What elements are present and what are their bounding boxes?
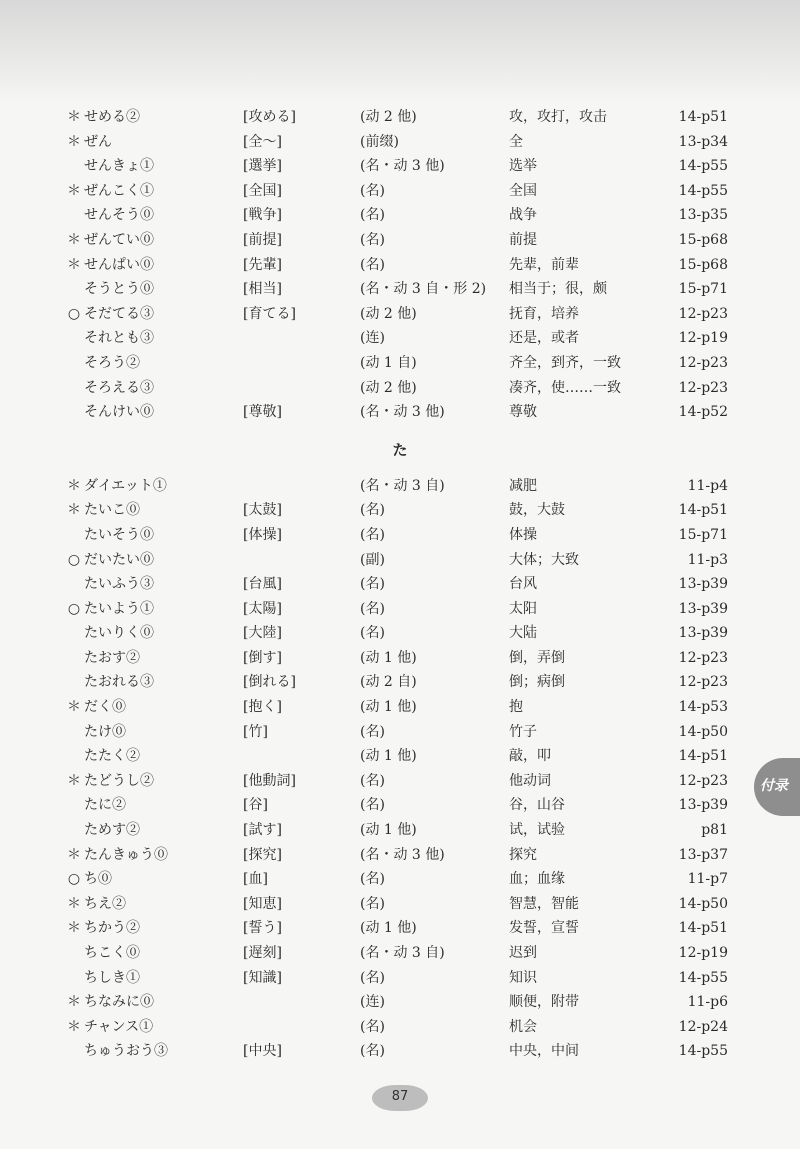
entry-lesson-ref: 13-p39 (678, 797, 728, 814)
entry-mark: ○ (67, 551, 81, 568)
vocab-entry-row (0, 474, 800, 499)
entry-reading: そうとう⓪ (84, 281, 154, 298)
top-shading (0, 0, 800, 105)
entry-reading: ちしき① (84, 969, 140, 986)
entry-kanji: [相当] (243, 281, 282, 298)
entry-kanji: [前提] (243, 231, 282, 248)
page-number-badge (372, 1085, 428, 1111)
entry-part-of-speech: (动 1 自) (360, 354, 417, 371)
entry-kanji: [尊敬] (243, 404, 282, 421)
entry-reading: ためす② (84, 822, 140, 839)
vocab-entry-row (0, 105, 800, 130)
entry-part-of-speech: (名) (360, 797, 385, 814)
entry-meaning: 竹子 (509, 723, 537, 740)
entry-lesson-ref: 12-p23 (678, 772, 728, 789)
entry-part-of-speech: (动 1 他) (360, 649, 417, 666)
entry-reading: せんぱい⓪ (84, 256, 154, 273)
entry-lesson-ref: 14-p51 (678, 748, 728, 765)
entry-part-of-speech: (动 1 他) (360, 748, 417, 765)
entry-reading: ぜんこく① (84, 182, 154, 199)
entry-meaning: 减肥 (509, 477, 537, 494)
entry-part-of-speech: (动 2 自) (360, 674, 417, 691)
entry-meaning: 尊敬 (509, 404, 537, 421)
entry-kanji: [知識] (243, 969, 282, 986)
entry-reading: ちえ② (84, 895, 126, 912)
entry-reading: そろう② (84, 354, 140, 371)
entry-lesson-ref: 13-p39 (678, 625, 728, 642)
entry-kanji: [台風] (243, 576, 282, 593)
entry-part-of-speech: (动 2 他) (360, 379, 417, 396)
entry-reading: だく⓪ (84, 699, 126, 716)
entry-kanji: [探究] (243, 846, 282, 863)
entry-meaning: 敲，叩 (509, 748, 551, 765)
entry-meaning: 凑齐，使……一致 (509, 379, 621, 396)
entry-meaning: 全国 (509, 182, 537, 199)
entry-meaning: 战争 (509, 207, 537, 224)
entry-mark: ＊ (67, 182, 81, 199)
vocab-entry-row (0, 793, 800, 818)
entry-lesson-ref: 13-p37 (678, 846, 728, 863)
entry-lesson-ref: 13-p39 (678, 576, 728, 593)
entry-part-of-speech: (名・动 3 他) (360, 404, 445, 421)
entry-reading: ぜん (84, 133, 112, 150)
vocab-entry-row (0, 572, 800, 597)
vocab-entry-row (0, 498, 800, 523)
vocab-entry-row (0, 867, 800, 892)
entry-lesson-ref: 14-p50 (678, 895, 728, 912)
vocab-entry-row (0, 253, 800, 278)
vocab-entry-row (0, 916, 800, 941)
entry-reading: ちゅうおう③ (84, 1043, 168, 1060)
entry-kanji: [全～] (243, 133, 282, 150)
entry-part-of-speech: (名・动 3 自) (360, 477, 445, 494)
entry-lesson-ref: 15-p71 (678, 281, 728, 298)
entry-meaning: 大体；大致 (509, 551, 579, 568)
entries-group-se-so (0, 105, 800, 425)
entry-part-of-speech: (名・动 3 自・形 2) (360, 281, 487, 298)
vocab-entry-row (0, 670, 800, 695)
vocab-entry-row (0, 646, 800, 671)
entry-reading: ダイエット① (84, 477, 167, 494)
entry-reading: そろえる③ (84, 379, 154, 396)
entry-reading: それとも③ (84, 330, 154, 347)
vocab-entry-row (0, 892, 800, 917)
entry-mark: ＊ (67, 477, 81, 494)
entry-part-of-speech: (名) (360, 772, 385, 789)
entry-part-of-speech: (动 1 他) (360, 920, 417, 937)
entry-kanji: [血] (243, 871, 268, 888)
entry-lesson-ref: 12-p24 (678, 1018, 728, 1035)
entry-lesson-ref: 12-p19 (678, 945, 728, 961)
entry-kanji: [体操] (243, 526, 282, 543)
entry-lesson-ref: 13-p34 (678, 133, 728, 150)
vocab-entry-row (0, 843, 800, 868)
vocab-entry-row (0, 818, 800, 843)
entry-meaning: 体操 (509, 526, 537, 543)
entry-lesson-ref: 14-p55 (678, 1043, 728, 1060)
entry-kanji: [遅刻] (243, 945, 282, 961)
entry-lesson-ref: p81 (701, 822, 728, 839)
vocab-entry-row (0, 154, 800, 179)
entry-part-of-speech: (名) (360, 182, 385, 199)
entry-part-of-speech: (连) (360, 994, 385, 1011)
vocab-entry-row (0, 203, 800, 228)
entry-kanji: [選挙] (243, 158, 282, 175)
vocab-entry-row (0, 941, 800, 966)
entry-kanji: [倒れる] (243, 674, 296, 691)
entry-meaning: 探究 (509, 846, 537, 863)
entry-meaning: 先辈，前辈 (509, 256, 579, 273)
entry-meaning: 大陆 (509, 625, 537, 642)
entry-lesson-ref: 14-p50 (678, 723, 728, 740)
entry-lesson-ref: 14-p55 (678, 158, 728, 175)
entry-kanji: [太陽] (243, 600, 282, 617)
entry-mark: ＊ (67, 231, 81, 248)
entry-part-of-speech: (名・动 3 他) (360, 158, 445, 175)
entry-reading: せんそう⓪ (84, 207, 154, 224)
entry-kanji: [竹] (243, 723, 268, 740)
entry-part-of-speech: (动 2 他) (360, 305, 417, 322)
entry-reading: たいよう① (84, 600, 154, 617)
entry-reading: そんけい⓪ (84, 404, 154, 421)
entry-part-of-speech: (名) (360, 526, 385, 543)
vocab-entry-row (0, 744, 800, 769)
entry-lesson-ref: 12-p23 (678, 674, 728, 691)
entry-reading: たいそう⓪ (84, 526, 154, 543)
entry-lesson-ref: 14-p53 (678, 699, 728, 716)
entry-part-of-speech: (名) (360, 207, 385, 224)
entry-mark: ○ (67, 305, 81, 322)
entry-kanji: [先輩] (243, 256, 282, 273)
entry-part-of-speech: (动 1 他) (360, 699, 417, 716)
page-number: 87 (391, 1089, 409, 1104)
entry-part-of-speech: (名) (360, 871, 385, 888)
entry-lesson-ref: 12-p19 (678, 330, 728, 347)
entry-lesson-ref: 14-p55 (678, 969, 728, 986)
entry-part-of-speech: (前缀) (360, 133, 399, 150)
entry-lesson-ref: 14-p52 (678, 404, 728, 421)
entry-kanji: [倒す] (243, 649, 282, 666)
vocab-entry-row (0, 990, 800, 1015)
entry-reading: そだてる③ (84, 305, 154, 322)
entry-part-of-speech: (连) (360, 330, 385, 347)
entry-reading: たいりく⓪ (84, 625, 154, 642)
vocabulary-list (0, 105, 800, 1064)
entry-kanji: [知恵] (243, 895, 282, 912)
entry-mark: ＊ (67, 256, 81, 273)
entry-mark: ＊ (67, 133, 81, 150)
entry-meaning: 抚育，培养 (509, 305, 579, 322)
entry-reading: ちこく⓪ (84, 945, 140, 961)
entry-lesson-ref: 11-p7 (687, 871, 728, 888)
entry-lesson-ref: 12-p23 (678, 649, 728, 666)
entry-part-of-speech: (名) (360, 723, 385, 740)
vocab-entry-row (0, 1039, 800, 1064)
entry-part-of-speech: (名) (360, 576, 385, 593)
entry-kanji: [中央] (243, 1043, 282, 1060)
vocab-entry-row (0, 621, 800, 646)
entry-reading: たけ⓪ (84, 723, 126, 740)
entry-part-of-speech: (名・动 3 自) (360, 945, 445, 961)
vocab-entry-row (0, 597, 800, 622)
vocab-entry-row (0, 1015, 800, 1040)
entry-mark: ＊ (67, 699, 81, 716)
entry-lesson-ref: 14-p51 (678, 920, 728, 937)
entry-reading: たたく② (84, 748, 140, 765)
entry-meaning: 他动词 (509, 772, 551, 789)
entry-reading: たおれる③ (84, 674, 154, 691)
entry-meaning: 抱 (509, 699, 523, 716)
entry-kanji: [攻める] (243, 109, 296, 125)
entry-part-of-speech: (名) (360, 895, 385, 912)
vocab-entry-row (0, 326, 800, 351)
entry-lesson-ref: 13-p35 (678, 207, 728, 224)
entry-meaning: 发誓，宣誓 (509, 920, 579, 937)
side-tab-label: 付录 (760, 778, 788, 794)
entry-part-of-speech: (名) (360, 1018, 385, 1035)
entry-reading: だいたい⓪ (84, 551, 154, 568)
entry-reading: ち⓪ (84, 871, 112, 888)
entry-meaning: 前提 (509, 231, 537, 248)
vocab-entry-row (0, 302, 800, 327)
entry-reading: たんきゅう⓪ (84, 846, 168, 863)
entry-mark: ＊ (67, 109, 81, 125)
entry-mark: ○ (67, 600, 81, 617)
vocab-entry-row (0, 523, 800, 548)
entry-kanji: [谷] (243, 797, 268, 814)
entry-lesson-ref: 11-p6 (687, 994, 728, 1011)
entry-meaning: 倒；病倒 (509, 674, 565, 691)
entry-reading: たいこ⓪ (84, 502, 140, 519)
entry-lesson-ref: 14-p51 (678, 109, 728, 125)
section-heading-label: た (392, 440, 408, 459)
entry-lesson-ref: 14-p51 (678, 502, 728, 519)
entry-mark: ＊ (67, 502, 81, 519)
entry-part-of-speech: (名) (360, 625, 385, 642)
entry-lesson-ref: 11-p4 (687, 477, 728, 494)
entry-part-of-speech: (名) (360, 1043, 385, 1060)
entries-group-ta-chi (0, 474, 800, 1064)
vocab-entry-row (0, 376, 800, 401)
entry-reading: たに② (84, 797, 126, 814)
entry-lesson-ref: 13-p39 (678, 600, 728, 617)
entry-meaning: 智慧，智能 (509, 895, 579, 912)
entry-kanji: [他動詞] (243, 772, 296, 789)
vocab-entry-row (0, 966, 800, 991)
entry-meaning: 齐全，到齐，一致 (509, 354, 621, 371)
entry-mark: ＊ (67, 920, 81, 937)
entry-lesson-ref: 12-p23 (678, 305, 728, 322)
entry-meaning: 台风 (509, 576, 537, 593)
entry-meaning: 全 (509, 133, 523, 150)
entry-reading: せんきょ① (84, 158, 154, 175)
entry-mark: ○ (67, 871, 81, 888)
entry-meaning: 迟到 (509, 945, 537, 961)
entry-lesson-ref: 15-p68 (678, 231, 728, 248)
entry-kanji: [太鼓] (243, 502, 282, 519)
entry-meaning: 血；血缘 (509, 871, 565, 888)
entry-reading: ちかう② (84, 920, 140, 937)
entry-kanji: [全国] (243, 182, 282, 199)
entry-part-of-speech: (名) (360, 969, 385, 986)
vocab-entry-row (0, 548, 800, 573)
entry-reading: たどうし② (84, 772, 154, 789)
vocab-entry-row (0, 695, 800, 720)
entry-kanji: [育てる] (243, 305, 296, 322)
entry-reading: チャンス① (84, 1018, 154, 1035)
entry-reading: たおす② (84, 649, 140, 666)
entry-meaning: 知识 (509, 969, 537, 986)
entry-part-of-speech: (动 2 他) (360, 109, 417, 125)
entry-part-of-speech: (名) (360, 600, 385, 617)
entry-lesson-ref: 12-p23 (678, 354, 728, 371)
vocab-entry-row (0, 179, 800, 204)
entry-mark: ＊ (67, 994, 81, 1011)
entry-kanji: [試す] (243, 822, 282, 839)
vocab-entry-row (0, 400, 800, 425)
entry-reading: ちなみに⓪ (84, 994, 154, 1011)
entry-meaning: 试，试验 (509, 822, 565, 839)
entry-lesson-ref: 15-p71 (678, 526, 728, 543)
entry-part-of-speech: (名・动 3 他) (360, 846, 445, 863)
vocab-entry-row (0, 130, 800, 155)
entry-part-of-speech: (动 1 他) (360, 822, 417, 839)
entry-part-of-speech: (名) (360, 502, 385, 519)
entry-meaning: 相当于；很，颇 (509, 281, 607, 298)
entry-meaning: 倒，弄倒 (509, 649, 565, 666)
entry-part-of-speech: (副) (360, 551, 385, 568)
vocab-entry-row (0, 720, 800, 745)
entry-reading: たいふう③ (84, 576, 154, 593)
entry-lesson-ref: 15-p68 (678, 256, 728, 273)
entry-mark: ＊ (67, 772, 81, 789)
entry-kanji: [大陸] (243, 625, 282, 642)
entry-mark: ＊ (67, 846, 81, 863)
vocab-entry-row (0, 277, 800, 302)
entry-meaning: 谷，山谷 (509, 797, 565, 814)
entry-meaning: 攻，攻打，攻击 (509, 109, 607, 125)
entry-part-of-speech: (名) (360, 256, 385, 273)
entry-mark: ＊ (67, 895, 81, 912)
entry-meaning: 还是，或者 (509, 330, 579, 347)
entry-lesson-ref: 11-p3 (687, 551, 728, 568)
entry-mark: ＊ (67, 1018, 81, 1035)
entry-meaning: 中央，中间 (509, 1043, 579, 1060)
entry-meaning: 鼓，大鼓 (509, 502, 565, 519)
entry-meaning: 机会 (509, 1018, 537, 1035)
entry-kanji: [抱く] (243, 699, 282, 716)
entry-meaning: 太阳 (509, 600, 537, 617)
entry-reading: ぜんてい⓪ (84, 231, 154, 248)
vocab-entry-row (0, 769, 800, 794)
entry-lesson-ref: 12-p23 (678, 379, 728, 396)
entry-kanji: [誓う] (243, 920, 282, 937)
entry-meaning: 顺便，附带 (509, 994, 579, 1011)
entry-meaning: 选举 (509, 158, 537, 175)
entry-part-of-speech: (名) (360, 231, 385, 248)
entry-kanji: [戦争] (243, 207, 282, 224)
entry-reading: せめる② (84, 109, 140, 125)
vocab-entry-row (0, 228, 800, 253)
vocab-entry-row (0, 351, 800, 376)
entry-lesson-ref: 14-p55 (678, 182, 728, 199)
section-heading (0, 425, 800, 474)
